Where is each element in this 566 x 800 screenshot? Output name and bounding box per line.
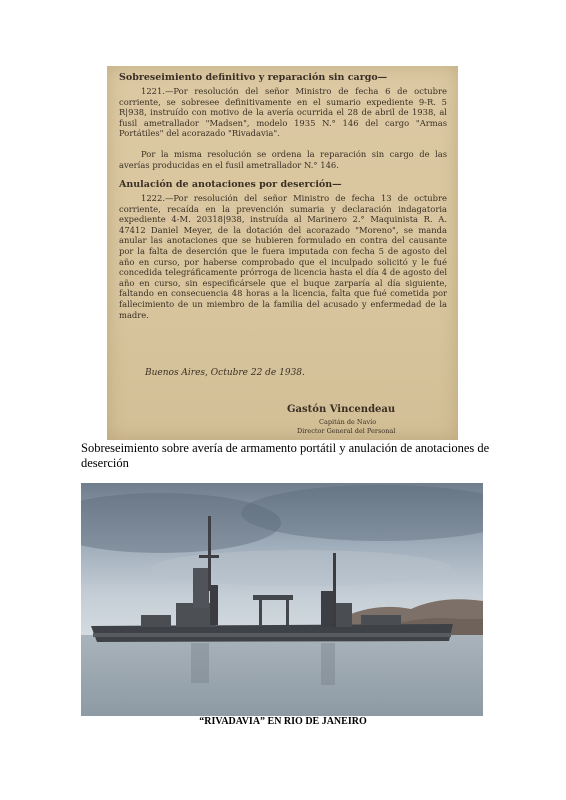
document-scan	[107, 66, 458, 440]
battleship-photo	[81, 483, 483, 716]
scan-caption: Sobreseimiento sobre avería de armamento portátil y anulación de anotaciones de deserción	[81, 441, 490, 470]
battleship-illustration	[81, 483, 483, 716]
scan-paragraph-repair: Por la misma resolución se ordena la reparación sin cargo de las averías producidas en el fusil ametrallador N.° 146.	[119, 149, 447, 170]
photo-caption: “RIVADAVIA” EN RIO DE JANEIRO	[199, 716, 367, 727]
scan-role: Director General del Personal	[297, 427, 396, 435]
scan-rank: Capitán de Navío	[319, 418, 377, 426]
scan-heading-2: Anulación de anotaciones por deserción—	[119, 179, 342, 190]
scan-place-date: Buenos Aires, Octubre 22 de 1938.	[145, 368, 305, 378]
scan-paragraph-1221: 1221.—Por resolución del señor Ministro de fecha 6 de octubre corriente, se sobresee definitivamente en el sumario expediente 9-R. 5 R|938, instruído con motivo de la avería ocurrida el 28 de abril de 1938, al fusil ametrallador "Madsen", modelo 1935 N.° 146 del cargo "Armas Portátiles" del acorazado "Rivadavia".	[119, 86, 447, 139]
scan-signature: Gastón Vincendeau	[287, 404, 396, 415]
scan-heading-1: Sobreseimiento definitivo y reparación sin cargo—	[119, 72, 388, 83]
scan-paragraph-1222: 1222.—Por resolución del señor Ministro de fecha 13 de octubre corriente, recaída en la prevención sumaria y declaración indagatoria expediente 4-M. 20318|938, instruída al Marinero 2.° Maquinista R. A. 47412 Daniel Meyer, de la dotación del acorazado "Moreno", se manda anular las anotaciones que se hubieren formulado en contra del causante por la falta de deserción que le fuera imputada con fecha 5 de agosto del año en curso, por haberse comprobado que el inculpado solicitó y le fué concedida telegráficamente prórroga de licencia hasta el día 4 de agosto del año en curso, sin especificársele que el buque zarparía al día siguiente, faltando en consecuencia 48 horas a la licencia, falta que fué cometida por fallecimiento de un miembro de la familia del acusado y enfermedad de la madre.	[119, 193, 447, 320]
